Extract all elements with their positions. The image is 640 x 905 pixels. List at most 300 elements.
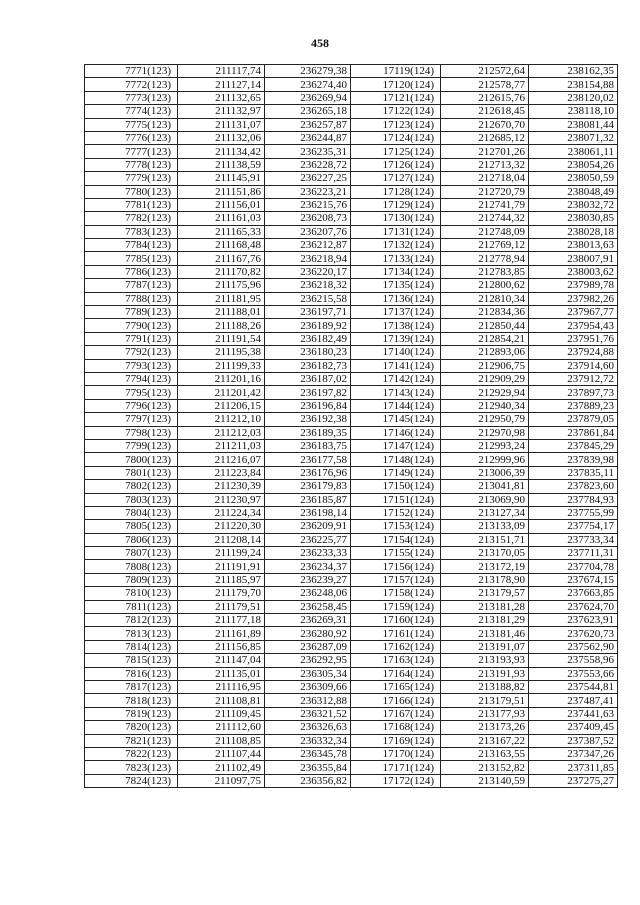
y-coord-a: 236227,25	[265, 172, 351, 185]
y-coord-b: 237562,90	[529, 640, 618, 653]
y-coord-b: 238061,11	[529, 145, 618, 158]
table-row	[85, 399, 618, 412]
x-coord-a: 211132,97	[178, 105, 265, 118]
x-coord-b: 212929,94	[441, 386, 529, 399]
x-coord-a: 211188,26	[178, 319, 265, 332]
y-coord-a: 236234,37	[265, 560, 351, 573]
x-coord-b: 212769,12	[441, 239, 529, 252]
point-id-a: 7781(123)	[85, 198, 178, 211]
point-id-b: 17160(124)	[351, 614, 441, 627]
table-row	[85, 506, 618, 519]
point-id-a: 7784(123)	[85, 239, 178, 252]
point-id-a: 7814(123)	[85, 640, 178, 653]
point-id-b: 17149(124)	[351, 466, 441, 479]
point-id-a: 7824(123)	[85, 774, 178, 787]
point-id-a: 7782(123)	[85, 212, 178, 225]
point-id-b: 17167(124)	[351, 707, 441, 720]
y-coord-b: 237967,77	[529, 306, 618, 319]
point-id-b: 17147(124)	[351, 439, 441, 452]
y-coord-b: 237623,91	[529, 614, 618, 627]
x-coord-a: 211201,42	[178, 386, 265, 399]
x-coord-b: 212615,76	[441, 91, 529, 104]
y-coord-a: 236326,63	[265, 721, 351, 734]
point-id-b: 17122(124)	[351, 105, 441, 118]
point-id-a: 7790(123)	[85, 319, 178, 332]
point-id-b: 17135(124)	[351, 279, 441, 292]
y-coord-b: 237861,84	[529, 426, 618, 439]
table-row	[85, 667, 618, 680]
y-coord-b: 237839,98	[529, 453, 618, 466]
x-coord-b: 213181,29	[441, 614, 529, 627]
y-coord-a: 236218,94	[265, 252, 351, 265]
x-coord-b: 213181,28	[441, 600, 529, 613]
table-row	[85, 640, 618, 653]
x-coord-a: 211199,33	[178, 359, 265, 372]
table-row	[85, 91, 618, 104]
y-coord-a: 236292,95	[265, 654, 351, 667]
point-id-b: 17169(124)	[351, 734, 441, 747]
x-coord-a: 211177,18	[178, 614, 265, 627]
x-coord-a: 211145,91	[178, 172, 265, 185]
x-coord-b: 213127,34	[441, 506, 529, 519]
y-coord-b: 238028,18	[529, 225, 618, 238]
y-coord-a: 236207,76	[265, 225, 351, 238]
point-id-a: 7808(123)	[85, 560, 178, 573]
y-coord-a: 236177,58	[265, 453, 351, 466]
y-coord-b: 237879,05	[529, 413, 618, 426]
y-coord-b: 237889,23	[529, 399, 618, 412]
y-coord-a: 236269,31	[265, 614, 351, 627]
y-coord-b: 237441,63	[529, 707, 618, 720]
point-id-b: 17124(124)	[351, 131, 441, 144]
x-coord-b: 212578,77	[441, 78, 529, 91]
x-coord-b: 212999,96	[441, 453, 529, 466]
table-row	[85, 332, 618, 345]
y-coord-b: 237755,99	[529, 506, 618, 519]
point-id-a: 7822(123)	[85, 747, 178, 760]
point-id-b: 17145(124)	[351, 413, 441, 426]
y-coord-a: 236228,72	[265, 158, 351, 171]
y-coord-b: 237784,93	[529, 493, 618, 506]
table-row	[85, 520, 618, 533]
point-id-b: 17150(124)	[351, 480, 441, 493]
table-row	[85, 707, 618, 720]
table-row	[85, 279, 618, 292]
point-id-b: 17146(124)	[351, 426, 441, 439]
point-id-a: 7786(123)	[85, 265, 178, 278]
x-coord-b: 212783,85	[441, 265, 529, 278]
x-coord-a: 211156,85	[178, 640, 265, 653]
x-coord-b: 213179,57	[441, 587, 529, 600]
y-coord-a: 236185,87	[265, 493, 351, 506]
x-coord-b: 212993,24	[441, 439, 529, 452]
y-coord-b: 237912,72	[529, 372, 618, 385]
point-id-b: 17168(124)	[351, 721, 441, 734]
x-coord-a: 211220,30	[178, 520, 265, 533]
y-coord-a: 236197,71	[265, 306, 351, 319]
y-coord-a: 236218,32	[265, 279, 351, 292]
table-row	[85, 239, 618, 252]
y-coord-a: 236309,66	[265, 680, 351, 693]
point-id-b: 17165(124)	[351, 680, 441, 693]
point-id-b: 17154(124)	[351, 533, 441, 546]
x-coord-b: 212720,79	[441, 185, 529, 198]
y-coord-a: 236235,31	[265, 145, 351, 158]
y-coord-b: 237674,15	[529, 573, 618, 586]
x-coord-a: 211191,54	[178, 332, 265, 345]
x-coord-a: 211156,01	[178, 198, 265, 211]
point-id-a: 7806(123)	[85, 533, 178, 546]
point-id-a: 7807(123)	[85, 547, 178, 560]
x-coord-a: 211132,65	[178, 91, 265, 104]
x-coord-b: 213179,51	[441, 694, 529, 707]
x-coord-a: 211165,33	[178, 225, 265, 238]
y-coord-b: 238050,59	[529, 172, 618, 185]
x-coord-b: 212909,29	[441, 372, 529, 385]
y-coord-b: 237845,29	[529, 439, 618, 452]
y-coord-a: 236280,92	[265, 627, 351, 640]
y-coord-b: 237347,26	[529, 747, 618, 760]
table-row	[85, 533, 618, 546]
point-id-b: 17128(124)	[351, 185, 441, 198]
y-coord-a: 236180,23	[265, 346, 351, 359]
y-coord-b: 237711,31	[529, 547, 618, 560]
point-id-a: 7775(123)	[85, 118, 178, 131]
x-coord-a: 211161,03	[178, 212, 265, 225]
x-coord-b: 212970,98	[441, 426, 529, 439]
y-coord-b: 238007,91	[529, 252, 618, 265]
table-row	[85, 158, 618, 171]
table-row	[85, 734, 618, 747]
x-coord-b: 213167,22	[441, 734, 529, 747]
point-id-b: 17141(124)	[351, 359, 441, 372]
y-coord-b: 238071,32	[529, 131, 618, 144]
x-coord-a: 211206,15	[178, 399, 265, 412]
table-row	[85, 587, 618, 600]
table-row	[85, 386, 618, 399]
x-coord-b: 213152,82	[441, 761, 529, 774]
point-id-b: 17127(124)	[351, 172, 441, 185]
point-id-b: 17131(124)	[351, 225, 441, 238]
point-id-b: 17136(124)	[351, 292, 441, 305]
y-coord-b: 237897,73	[529, 386, 618, 399]
point-id-a: 7783(123)	[85, 225, 178, 238]
point-id-a: 7818(123)	[85, 694, 178, 707]
table-row	[85, 721, 618, 734]
y-coord-a: 236179,83	[265, 480, 351, 493]
y-coord-b: 237704,78	[529, 560, 618, 573]
point-id-a: 7809(123)	[85, 573, 178, 586]
x-coord-a: 211161,89	[178, 627, 265, 640]
x-coord-a: 211181,95	[178, 292, 265, 305]
x-coord-a: 211199,24	[178, 547, 265, 560]
y-coord-b: 237982,26	[529, 292, 618, 305]
x-coord-a: 211212,10	[178, 413, 265, 426]
x-coord-a: 211097,75	[178, 774, 265, 787]
point-id-a: 7788(123)	[85, 292, 178, 305]
x-coord-b: 212906,75	[441, 359, 529, 372]
y-coord-b: 237951,76	[529, 332, 618, 345]
x-coord-b: 213151,71	[441, 533, 529, 546]
point-id-b: 17163(124)	[351, 654, 441, 667]
y-coord-a: 236189,35	[265, 426, 351, 439]
table-row	[85, 372, 618, 385]
table-row	[85, 225, 618, 238]
y-coord-b: 238054,26	[529, 158, 618, 171]
y-coord-a: 236182,49	[265, 332, 351, 345]
y-coord-b: 237409,45	[529, 721, 618, 734]
y-coord-a: 236239,27	[265, 573, 351, 586]
y-coord-b: 237275,27	[529, 774, 618, 787]
x-coord-b: 212810,34	[441, 292, 529, 305]
table-row	[85, 172, 618, 185]
x-coord-b: 212800,62	[441, 279, 529, 292]
point-id-a: 7779(123)	[85, 172, 178, 185]
y-coord-b: 237487,41	[529, 694, 618, 707]
x-coord-b: 213170,05	[441, 547, 529, 560]
y-coord-b: 238032,72	[529, 198, 618, 211]
y-coord-b: 237387,52	[529, 734, 618, 747]
y-coord-a: 236208,73	[265, 212, 351, 225]
x-coord-b: 212713,32	[441, 158, 529, 171]
point-id-b: 17170(124)	[351, 747, 441, 760]
point-id-a: 7795(123)	[85, 386, 178, 399]
y-coord-a: 236215,76	[265, 198, 351, 211]
y-coord-a: 236215,58	[265, 292, 351, 305]
x-coord-a: 211116,95	[178, 680, 265, 693]
y-coord-a: 236321,52	[265, 707, 351, 720]
x-coord-a: 211134,42	[178, 145, 265, 158]
point-id-a: 7801(123)	[85, 466, 178, 479]
point-id-a: 7804(123)	[85, 506, 178, 519]
x-coord-b: 212893,06	[441, 346, 529, 359]
table-row	[85, 346, 618, 359]
table-row	[85, 680, 618, 693]
y-coord-a: 236287,09	[265, 640, 351, 653]
x-coord-a: 211208,14	[178, 533, 265, 546]
point-id-b: 17142(124)	[351, 372, 441, 385]
point-id-a: 7811(123)	[85, 600, 178, 613]
table-row	[85, 439, 618, 452]
y-coord-b: 237835,11	[529, 466, 618, 479]
point-id-b: 17138(124)	[351, 319, 441, 332]
point-id-a: 7772(123)	[85, 78, 178, 91]
y-coord-a: 236356,82	[265, 774, 351, 787]
y-coord-b: 238118,10	[529, 105, 618, 118]
point-id-b: 17130(124)	[351, 212, 441, 225]
point-id-a: 7773(123)	[85, 91, 178, 104]
point-id-a: 7796(123)	[85, 399, 178, 412]
table-row	[85, 212, 618, 225]
point-id-b: 17121(124)	[351, 91, 441, 104]
x-coord-a: 211170,82	[178, 265, 265, 278]
table-row	[85, 105, 618, 118]
table-row	[85, 453, 618, 466]
y-coord-a: 236212,87	[265, 239, 351, 252]
x-coord-a: 211127,14	[178, 78, 265, 91]
point-id-b: 17144(124)	[351, 399, 441, 412]
y-coord-a: 236220,17	[265, 265, 351, 278]
y-coord-b: 238081,44	[529, 118, 618, 131]
x-coord-a: 211179,70	[178, 587, 265, 600]
x-coord-a: 211185,97	[178, 573, 265, 586]
x-coord-b: 213041,81	[441, 480, 529, 493]
y-coord-a: 236209,91	[265, 520, 351, 533]
x-coord-a: 211216,07	[178, 453, 265, 466]
point-id-a: 7800(123)	[85, 453, 178, 466]
y-coord-a: 236225,77	[265, 533, 351, 546]
y-coord-b: 237989,78	[529, 279, 618, 292]
point-id-a: 7771(123)	[85, 65, 178, 78]
y-coord-a: 236192,38	[265, 413, 351, 426]
x-coord-a: 211212,03	[178, 426, 265, 439]
y-coord-b: 237733,34	[529, 533, 618, 546]
point-id-b: 17139(124)	[351, 332, 441, 345]
x-coord-a: 211223,84	[178, 466, 265, 479]
y-coord-b: 237914,60	[529, 359, 618, 372]
x-coord-a: 211151,86	[178, 185, 265, 198]
point-id-a: 7813(123)	[85, 627, 178, 640]
x-coord-b: 213173,26	[441, 721, 529, 734]
point-id-b: 17162(124)	[351, 640, 441, 653]
x-coord-a: 211132,06	[178, 131, 265, 144]
x-coord-a: 211112,60	[178, 721, 265, 734]
table-row	[85, 694, 618, 707]
x-coord-b: 213163,55	[441, 747, 529, 760]
x-coord-b: 213191,93	[441, 667, 529, 680]
point-id-b: 17158(124)	[351, 587, 441, 600]
x-coord-a: 211107,44	[178, 747, 265, 760]
point-id-b: 17123(124)	[351, 118, 441, 131]
x-coord-b: 212618,45	[441, 105, 529, 118]
point-id-a: 7817(123)	[85, 680, 178, 693]
point-id-a: 7778(123)	[85, 158, 178, 171]
table-row	[85, 614, 618, 627]
y-coord-a: 236248,06	[265, 587, 351, 600]
x-coord-a: 211188,01	[178, 306, 265, 319]
x-coord-b: 213188,82	[441, 680, 529, 693]
y-coord-b: 237558,96	[529, 654, 618, 667]
point-id-a: 7792(123)	[85, 346, 178, 359]
y-coord-b: 237954,43	[529, 319, 618, 332]
point-id-a: 7799(123)	[85, 439, 178, 452]
point-id-a: 7823(123)	[85, 761, 178, 774]
y-coord-b: 237823,60	[529, 480, 618, 493]
table-row	[85, 131, 618, 144]
point-id-b: 17172(124)	[351, 774, 441, 787]
x-coord-b: 212741,79	[441, 198, 529, 211]
y-coord-a: 236233,33	[265, 547, 351, 560]
y-coord-a: 236258,45	[265, 600, 351, 613]
x-coord-a: 211135,01	[178, 667, 265, 680]
point-id-b: 17126(124)	[351, 158, 441, 171]
table-row	[85, 547, 618, 560]
point-id-a: 7820(123)	[85, 721, 178, 734]
y-coord-b: 238003,62	[529, 265, 618, 278]
x-coord-b: 213006,39	[441, 466, 529, 479]
point-id-a: 7785(123)	[85, 252, 178, 265]
point-id-a: 7815(123)	[85, 654, 178, 667]
x-coord-b: 212834,36	[441, 306, 529, 319]
point-id-a: 7821(123)	[85, 734, 178, 747]
point-id-b: 17151(124)	[351, 493, 441, 506]
y-coord-a: 236345,78	[265, 747, 351, 760]
x-coord-b: 212572,64	[441, 65, 529, 78]
point-id-b: 17161(124)	[351, 627, 441, 640]
y-coord-a: 236279,38	[265, 65, 351, 78]
table-row	[85, 480, 618, 493]
point-id-a: 7789(123)	[85, 306, 178, 319]
point-id-b: 17159(124)	[351, 600, 441, 613]
y-coord-b: 237663,85	[529, 587, 618, 600]
x-coord-a: 211108,85	[178, 734, 265, 747]
point-id-a: 7802(123)	[85, 480, 178, 493]
point-id-a: 7780(123)	[85, 185, 178, 198]
table-row	[85, 654, 618, 667]
table-row	[85, 747, 618, 760]
x-coord-b: 213140,59	[441, 774, 529, 787]
table-row	[85, 185, 618, 198]
point-id-b: 17156(124)	[351, 560, 441, 573]
point-id-b: 17120(124)	[351, 78, 441, 91]
table-row	[85, 573, 618, 586]
y-coord-a: 236189,92	[265, 319, 351, 332]
table-row	[85, 359, 618, 372]
point-id-b: 17155(124)	[351, 547, 441, 560]
point-id-b: 17148(124)	[351, 453, 441, 466]
x-coord-a: 211138,59	[178, 158, 265, 171]
y-coord-b: 237620,73	[529, 627, 618, 640]
x-coord-a: 211224,34	[178, 506, 265, 519]
x-coord-b: 213181,46	[441, 627, 529, 640]
y-coord-b: 238013,63	[529, 239, 618, 252]
point-id-b: 17153(124)	[351, 520, 441, 533]
x-coord-a: 211117,74	[178, 65, 265, 78]
point-id-b: 17125(124)	[351, 145, 441, 158]
x-coord-b: 212950,79	[441, 413, 529, 426]
x-coord-b: 212701,26	[441, 145, 529, 158]
table-row	[85, 306, 618, 319]
x-coord-a: 211230,97	[178, 493, 265, 506]
y-coord-b: 238154,88	[529, 78, 618, 91]
x-coord-a: 211211,03	[178, 439, 265, 452]
x-coord-b: 212685,12	[441, 131, 529, 144]
x-coord-b: 213191,07	[441, 640, 529, 653]
y-coord-a: 236265,18	[265, 105, 351, 118]
x-coord-a: 211109,45	[178, 707, 265, 720]
table-row	[85, 145, 618, 158]
x-coord-a: 211179,51	[178, 600, 265, 613]
table-row	[85, 252, 618, 265]
coordinates-table	[84, 64, 618, 788]
point-id-a: 7793(123)	[85, 359, 178, 372]
point-id-a: 7810(123)	[85, 587, 178, 600]
y-coord-b: 237553,66	[529, 667, 618, 680]
table-row	[85, 761, 618, 774]
x-coord-b: 213133,09	[441, 520, 529, 533]
y-coord-a: 236312,88	[265, 694, 351, 707]
point-id-a: 7798(123)	[85, 426, 178, 439]
point-id-a: 7805(123)	[85, 520, 178, 533]
table-row	[85, 319, 618, 332]
x-coord-b: 212670,70	[441, 118, 529, 131]
point-id-a: 7791(123)	[85, 332, 178, 345]
table-row	[85, 466, 618, 479]
point-id-b: 17166(124)	[351, 694, 441, 707]
x-coord-a: 211131,07	[178, 118, 265, 131]
y-coord-a: 236257,87	[265, 118, 351, 131]
point-id-b: 17140(124)	[351, 346, 441, 359]
